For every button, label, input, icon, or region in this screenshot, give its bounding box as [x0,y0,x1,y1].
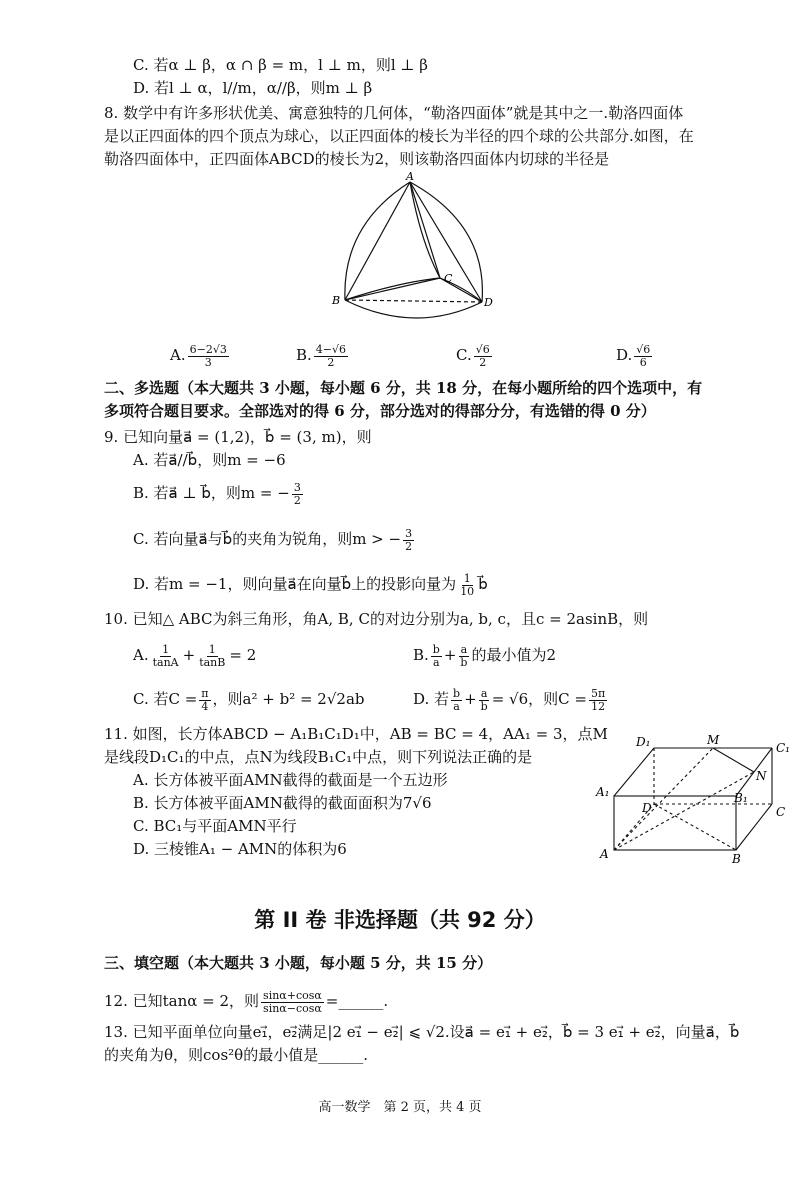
q12: 12. 已知tanα = 2，则 $\frac{\sin\alpha+\cos\alpha}{\sin\alpha-\cos\alpha}$ =______. [104,988,389,1015]
q11-stem-line1: 11. 如图，长方体ABCD − A₁B₁C₁D₁中，AB = BC = 4，AA₁ = 3，点M [104,725,608,743]
q9-option-b: B. 若a⃗ ⊥ b⃗，则m = − $\frac{3}{2}$ [133,480,301,507]
q8-stem-line2: 是以正四面体的四个顶点为球心，以正四面体的棱长为半径的四个球的公共部分.如图，在 [104,127,694,145]
q13-line2: 的夹角为θ，则cos²θ的最小值是______. [104,1046,368,1064]
q10-stem: 10. 已知△ ABC为斜三角形，角A, B, C的对边分别为a, b, c，且c = 2asinB，则 [104,610,649,628]
fig8-label-c: C [444,272,453,285]
fig11-label-d: D [642,801,652,815]
q8-stem-line1: 8. 数学中有许多形状优美、寓意独特的几何体，“勒洛四面体”就是其中之一.勒洛四面体 [104,104,684,122]
fig8-label-d: D [484,296,493,309]
q8-option-b: B. $\frac{4-√6}{2}$ [296,342,347,369]
fig11-label-c: C [776,805,786,819]
reuleaux-tetrahedron-figure [320,170,520,330]
fig11-label-b1: B₁ [734,791,748,805]
fig8-label-a: A [406,170,414,183]
cuboid-figure [592,728,792,868]
q8-option-c: C. $\frac{√6}{2}$ [456,342,490,369]
fig11-label-c1: C₁ [776,741,790,755]
q11-stem-line2: 是线段D₁C₁的中点，点N为线段B₁C₁中点，则下列说法正确的是 [104,748,533,766]
q7-option-c: C. 若α ⊥ β，α ∩ β = m，l ⊥ m，则l ⊥ β [133,56,428,74]
fig11-label-a1: A₁ [596,785,610,799]
fig11-label-a: A [600,847,609,861]
q9-stem: 9. 已知向量a⃗ = (1,2)，b⃗ = (3, m)，则 [104,428,372,446]
q7-option-d: D. 若l ⊥ α，l//m，α//β，则m ⊥ β [133,79,373,97]
section2-header-line1: 二、多选题（本大题共 3 小题，每小题 6 分，共 18 分，在每小题所给的四个选项中，有 [104,379,703,397]
fig8-label-b: B [332,294,341,307]
q11-option-d: D. 三棱锥A₁ − AMN的体积为6 [133,840,347,858]
fig11-label-b: B [732,852,741,866]
q11-option-b: B. 长方体被平面AMN截得的截面面积为7√6 [133,794,432,812]
q10-option-c: C. 若C = $\frac{\pi}{4}$ ，则a² + b² = 2√2ab [133,686,365,713]
q10-option-d: D. 若 $\frac{b}{a}$ + $\frac{a}{b}$ = √6，则C = $\frac{5\pi}{12}$ [413,686,606,713]
section2-header-line2: 多项符合题目要求。全部选对的得 6 分，部分选对的得部分分，有选错的得 0 分） [104,402,656,420]
q10-option-b: B. $\frac{b}{a}$ + $\frac{a}{b}$ 的最小值为2 [413,642,557,669]
q8-option-a: A. $\frac{6-2√3}{3}$ [170,342,227,369]
q13-line1: 13. 已知平面单位向量e₁⃗，e₂⃗满足|2 e₁⃗ − e₂⃗| ⩽ √2.设a⃗ = e₁⃗ + e₂⃗，b⃗ = 3 e₁⃗ + e₂⃗，向量a⃗，b⃗ [104,1023,740,1041]
q9-option-a: A. 若a⃗//b⃗，则m = −6 [133,451,286,469]
q11-option-c: C. BC₁与平面AMN平行 [133,817,297,835]
q9-option-c: C. 若向量a⃗与b⃗的夹角为锐角，则m > − $\frac{3}{2}$ [133,526,413,553]
q9-option-d: D. 若m = −1，则向量a⃗在向量b⃗上的投影向量为 $\frac{1}{10}$ b⃗ [133,571,488,598]
page-footer: 高一数学 第 2 页，共 4 页 [318,1100,482,1115]
fig11-label-d1: D₁ [636,735,651,749]
fig11-label-m: M [707,733,720,747]
q8-option-d: D. $\frac{√6}{6}$ [616,342,651,369]
section3-header: 三、填空题（本大题共 3 小题，每小题 5 分，共 15 分） [104,954,493,972]
part2-title: 第 II 卷 非选择题（共 92 分） [254,908,546,932]
q11-option-a: A. 长方体被平面AMN截得的截面是一个五边形 [133,771,448,789]
fig11-label-n: N [756,769,767,783]
q8-stem-line3: 勒洛四面体中，正四面体ABCD的棱长为2，则该勒洛四面体内切球的半径是 [104,150,610,168]
q10-option-a: A. $\frac{1}{\tan A}$ + $\frac{1}{\tan B}$ = 2 [133,642,257,669]
